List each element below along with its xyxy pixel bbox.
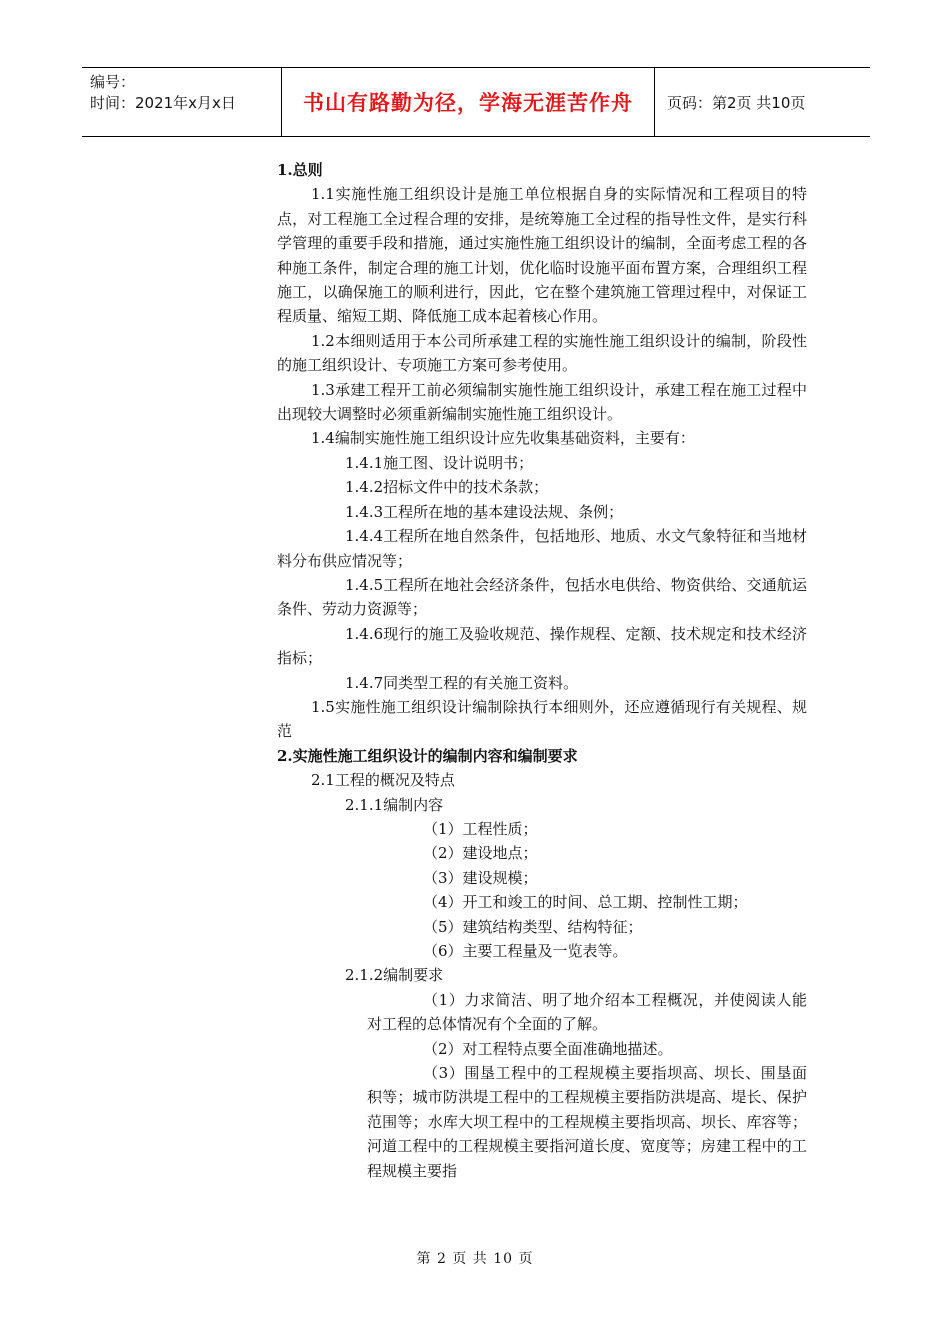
list-item: （1）力求简洁、明了地介绍本工程概况，并使阅读人能对工程的总体情况有个全面的了解。	[367, 990, 807, 1034]
list-item: 1.4.1施工图、设计说明书；	[345, 453, 534, 472]
paragraph-1-3: 1.3承建工程开工前必须编制实施性施工组织设计，承建工程在施工过程中出现较大调整时必须重新编制实施性施工组织设计。	[277, 380, 807, 424]
paragraph-1-4: 1.4编制实施性施工组织设计应先收集基础资料，主要有：	[311, 429, 695, 448]
paragraph-1-1: 1.1实施性施工组织设计是施工单位根据自身的实际情况和工程项目的特点，对工程施工全过程合理的安排，是统筹施工全过程的指导性文件，是实行科学管理的重要手段和措施，通过实施性施工组织设计的编制，全面考虑工程的各种施工条件，制定合理的施工计划，优化临时设施平面布置方案，合理组织工程施工，以确保施工的顺利进行，因此，它在整个建筑施工管理过程中，对保证工程质量、缩短工期、降低施工成本起着核心作用。	[277, 185, 807, 326]
paragraph-1-2: 1.2本细则适用于本公司所承建工程的实施性施工组织设计的编制，阶段性的施工组织设计、专项施工方案可参考使用。	[277, 331, 807, 375]
section-2-title: 2.实施性施工组织设计的编制内容和编制要求	[277, 746, 578, 765]
list-item: （2）对工程特点要全面准确地描述。	[423, 1039, 673, 1058]
header-meta-cell	[82, 68, 282, 136]
header-table	[82, 67, 870, 137]
list-item: 1.4.5工程所在地社会经济条件，包括水电供给、物资供给、交通航运条件、劳动力资源等；	[277, 575, 807, 619]
page-code: 页码：第2页 共10页	[667, 93, 806, 112]
list-item: （3）围垦工程中的工程规模主要指坝高、坝长、围垦面积等；城市防洪堤工程中的工程规模主要指防洪堤高、堤长、保护范围等；水库大坝工程中的工程规模主要指坝高、坝长、库容等；河道工程中的工程规模主要指河道长度、宽度等；房建工程中的工程规模主要指	[367, 1064, 807, 1180]
subsection-2-1: 2.1工程的概况及特点	[311, 771, 455, 790]
paragraph-1-5: 1.5实施性施工组织设计编制除执行本细则外，还应遵循现行有关规程、规范	[277, 697, 807, 741]
list-item: 1.4.7同类型工程的有关施工资料。	[345, 673, 579, 692]
list-item: （5）建筑结构类型、结构特征；	[423, 917, 643, 936]
list-item: （1）工程性质；	[423, 819, 538, 838]
list-item: （2）建设地点；	[423, 844, 538, 863]
page-footer: 第 2 页 共 10 页	[416, 1251, 534, 1267]
number-label: 编号：	[90, 73, 136, 91]
motto: 书山有路勤为径，学海无涯苦作舟	[282, 68, 655, 136]
time-label: 时间：2021年x月x日	[90, 94, 236, 112]
section-1-title: 1.总则	[277, 161, 323, 179]
list-item: （3）建设规模；	[423, 868, 538, 887]
document-body	[277, 158, 807, 1183]
requirements-block	[277, 988, 807, 1183]
list-item: 1.4.3工程所在地的基本建设法规、条例；	[345, 502, 624, 521]
list-item: 1.4.2招标文件中的技术条款；	[345, 478, 549, 497]
list-item: 1.4.4工程所在地自然条件，包括地形、地质、水文气象特征和当地材料分布供应情况等；	[277, 527, 807, 570]
list-item: （6）主要工程量及一览表等。	[423, 942, 628, 960]
subsection-2-1-2: 2.1.2编制要求	[345, 966, 444, 985]
subsection-2-1-1: 2.1.1编制内容	[345, 795, 444, 814]
list-item: （4）开工和竣工的时间、总工期、控制性工期；	[423, 893, 748, 912]
list-item: 1.4.6现行的施工及验收规范、操作规程、定额、技术规定和技术经济指标；	[277, 624, 807, 668]
